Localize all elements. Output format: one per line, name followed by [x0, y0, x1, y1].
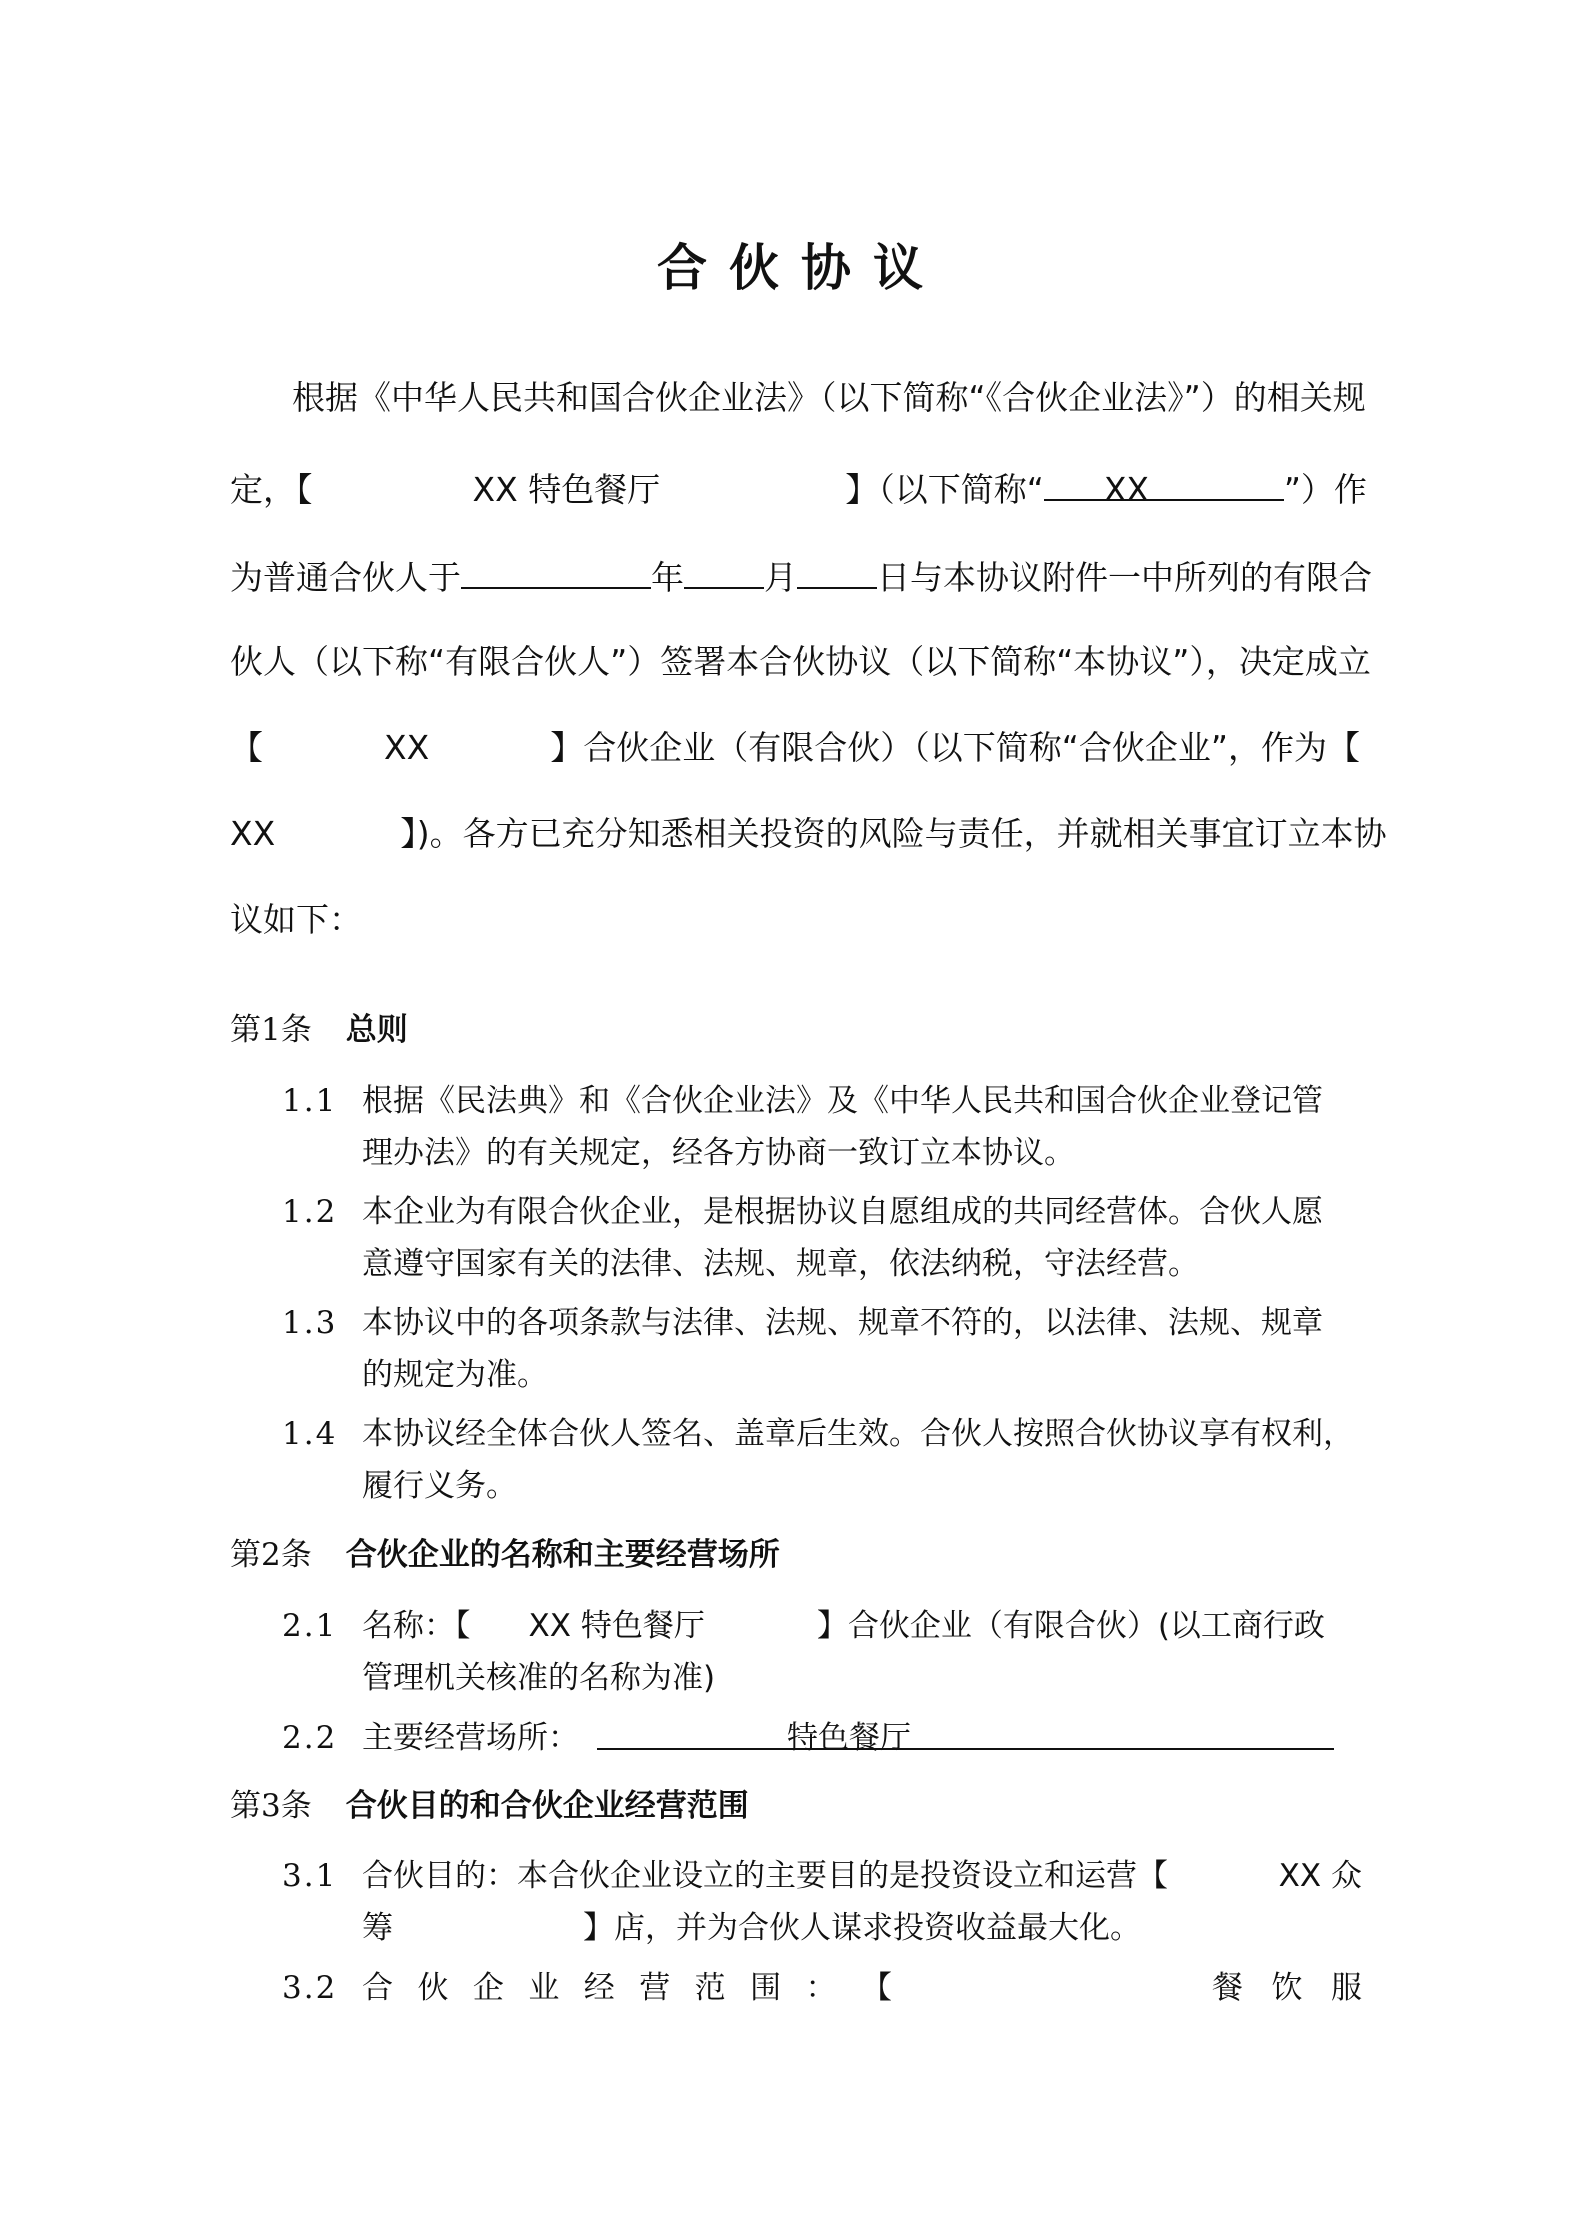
clause-2-2: 2.2 主要经营场所： 特色餐厅 [282, 1712, 1362, 1768]
scope-label: 合 伙 企 业 经 营 范 围 ： 【 [362, 1970, 892, 2006]
intro-text: 根据《中华人民共和国合伙企业法》（以下简称“《合伙企业法》”）的相关规 [292, 378, 1366, 417]
premises-blank: 特色餐厅 [597, 1712, 1334, 1750]
intro-text: 】（以下简称“ [845, 470, 1044, 509]
intro-line-1 [292, 371, 1366, 425]
year-blank [461, 549, 651, 589]
enterprise-name-blank: XX [384, 728, 430, 767]
clause-1-4: 1.4 本协议经全体合伙人签名、盖章后生效。合伙人按照合伙协议享有权利， 履行义务。 [282, 1416, 1354, 1504]
short-name-blank: XX [1044, 463, 1284, 501]
clause-1-1: 1.1 根据《民法典》和《合伙企业法》及《中华人民共和国合伙企业登记管 理办法》的有关规定，经各方协商一致订立本协议。 [282, 1083, 1323, 1171]
intro-text: 议如下： [230, 900, 362, 939]
clause-3-2: 3.2 合 伙 企 业 经 营 范 围 ： 【 餐 饮 服 [282, 1962, 1362, 2018]
intro-line-4 [230, 635, 1371, 689]
intro-line-6 [230, 807, 1387, 861]
intro-text: 【 [230, 728, 263, 767]
article-1-heading: 第1条 总则 [230, 1012, 408, 1048]
document-title: 合伙协议 [657, 239, 945, 297]
scope-value: 餐 饮 服 [1212, 1970, 1362, 2006]
store-name-blank: XX 众 [1278, 1858, 1362, 1894]
month-blank [684, 549, 764, 589]
intro-text: ”）作 [1283, 470, 1367, 509]
clause-3-1: 3.1 合伙目的：本合伙企业设立的主要目的是投资设立和运营【 XX 众 筹 】店，并为合伙人谋求投资收益最大化。 [282, 1850, 1362, 1960]
company-name-blank: XX 特色餐厅 [528, 1608, 705, 1644]
clause-2-1: 2.1 名称：【 XX 特色餐厅 】合伙企业（有限合伙）(以工商行政 管理机关核准的名称为准) [282, 1608, 1325, 1696]
day-blank [797, 549, 877, 589]
article-3-heading: 第3条 合伙目的和合伙企业经营范围 [230, 1788, 749, 1824]
intro-line-7 [230, 893, 1360, 947]
article-2-heading: 第2条 合伙企业的名称和主要经营场所 [230, 1537, 780, 1573]
intro-text: 为普通合伙人于 [230, 558, 461, 597]
clause-1-2: 1.2 本企业为有限合伙企业，是根据协议自愿组成的共同经营体。合伙人愿 意遵守国家有关的法律、法规、规章，依法纳税，守法经营。 [282, 1194, 1323, 1282]
intro-line-5 [230, 721, 1360, 775]
intro-text: 定，【 [230, 470, 313, 509]
intro-text: 】合伙企业（有限合伙）（以下简称“合伙企业”，作为【 [550, 728, 1360, 767]
intro-text: 伙人（以下称“有限合伙人”）签署本合伙协议（以下简称“本协议”），决定成立 [230, 642, 1371, 681]
intro-text: 年 [651, 558, 684, 597]
intro-line-2 [230, 463, 1367, 517]
gp-name-blank: XX [230, 814, 276, 853]
clause-1-3: 1.3 本协议中的各项条款与法律、法规、规章不符的，以法律、法规、规章 的规定为准。 [282, 1305, 1323, 1393]
company-name-blank: XX 特色餐厅 [472, 470, 661, 509]
intro-text: 月 [764, 558, 797, 597]
intro-text: 】)。各方已充分知悉相关投资的风险与责任，并就相关事宜订立本协 [400, 814, 1387, 853]
intro-text: 日与本协议附件一中所列的有限合 [877, 558, 1372, 597]
intro-line-3 [230, 549, 1372, 603]
